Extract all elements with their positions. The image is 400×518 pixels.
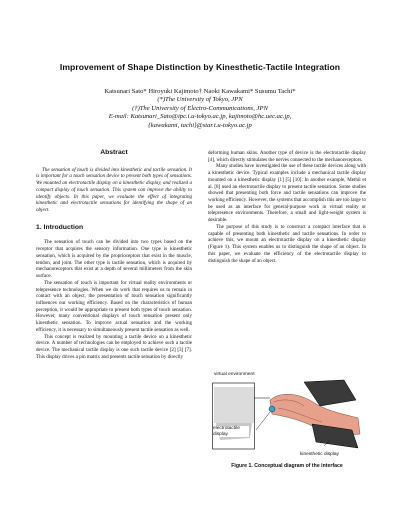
affiliation-1: (*)The University of Tokyo, JPN [157,96,243,104]
abstract-heading: Abstract [100,149,128,156]
virtual-object-block [214,387,254,423]
intro-heading: 1. Introduction [36,223,84,231]
intro-paragraph-3: This concept is realized by mounting a tactile device on a kinesthetic device. A number of technologies can be employed to achieve such a tactile device. The mechanical tactile display is one such tactile device [2] [3] [7]. This display drives a pin matrix and presents tactile sensation by directly [36,333,192,360]
electrotactile-pointer [256,412,270,430]
author-email-2: {kawakami, tachi}@star.t.u-tokyo.ac.jp [148,121,252,129]
abstract-text: The sensation of touch is divided into kinesthetic and tactile sensation. It is important for a touch sensation device to present both types of sensations. We mounted an electrotactile display on a kinesthetic display, and realized a compact display of touch sensation. This system can improve the ability to identify objects. In this paper, we evaluate the effect of integrating kinesthetic and electrotactile sensations for identifying the shape of an object. [36,166,192,214]
author-names: Katsunari Sato* Hiroyuki Kajimoto† Naoki Kawakami* Susumu Tachi* [104,88,296,95]
right-paragraph-1: deforming human skins. Another type of device is the electrotactile display [4], which directly stimulates the nerves connected to the mechanoreceptors. [208,150,366,163]
author-email-1: E-mail: Katsunari_Sato@ipc.i.u-tokyo.ac.jp, kajimoto@hc.uec.ac.jp, [108,113,292,121]
intro-paragraph-2: The sensation of touch is important for virtual reality environments or telepresence technologies. When we do work that requires us to remain in contact with an object, the presentation of touch sensation significantly influences our working efficiency. Based on the characteristics of human perception, it would be appropriate to present both types of touch sensation. However, many conventional displays of touch sensation present only kinesthetic sensation. To improve actual sensation and the working efficiency, it is necessary to simultaneously present tactile sensation as well. [36,279,192,333]
label-virtual-environment: virtual environment [214,372,255,377]
figure-1-caption: Figure 1. Conceptual diagram of the interface [231,463,343,469]
right-paragraph-2: Many studies have investigated the use of these tactile devices along with a kinesthetic device. Typical examples include a mechanical tactile display mounted on a kinesthetic display [1] [5] [10]. In another example, Methil et al. [8] used an electrotactile display to present tactile sensation. Some studies showed that presenting both force and tactile sensations can improve the working efficiency. However, the systems that accomplish this are too large to be used as an interface for general-purpose work in virtual reality or telepresence environments. Therefore, a small and light-weight system is desirable. [208,163,366,224]
right-paragraph-3: The purpose of this study is to construct a compact interface that is capable of presenting both kinesthetic and tactile sensations. In order to achieve this, we mount an electrotactile display on a kinesthetic display (Figure 1). This system enables us to distinguish the shape of an object. In this paper, we evaluate the efficiency of the electrotactile display to distinguish the shape of an object. [208,223,366,264]
label-kinesthetic-display: kinesthetic display [300,452,339,457]
figure-1-diagram [212,378,364,454]
label-electrotactile-display: electrotactile display [213,426,249,437]
affiliation-2: (†)The University of Electro-Communications, JPN [132,104,268,112]
left-column [36,150,192,360]
intro-paragraph-1: The sensation of touch can be divided into two types based on the receptor that acquires the sensory information. One type is kinesthetic sensation, which is acquired by the proprioceptors that exist in the muscle, tendon, and joint. The other type is tactile sensation, which is acquired by mechanoreceptors that exist at a depth of several millimeters from the skin surface. [36,239,192,280]
paper-title: Improvement of Shape Distinction by Kinesthetic-Tactile Integration [59,62,341,72]
author-block [0,88,400,130]
electrotactile-pad [269,406,275,412]
right-column [208,150,366,264]
